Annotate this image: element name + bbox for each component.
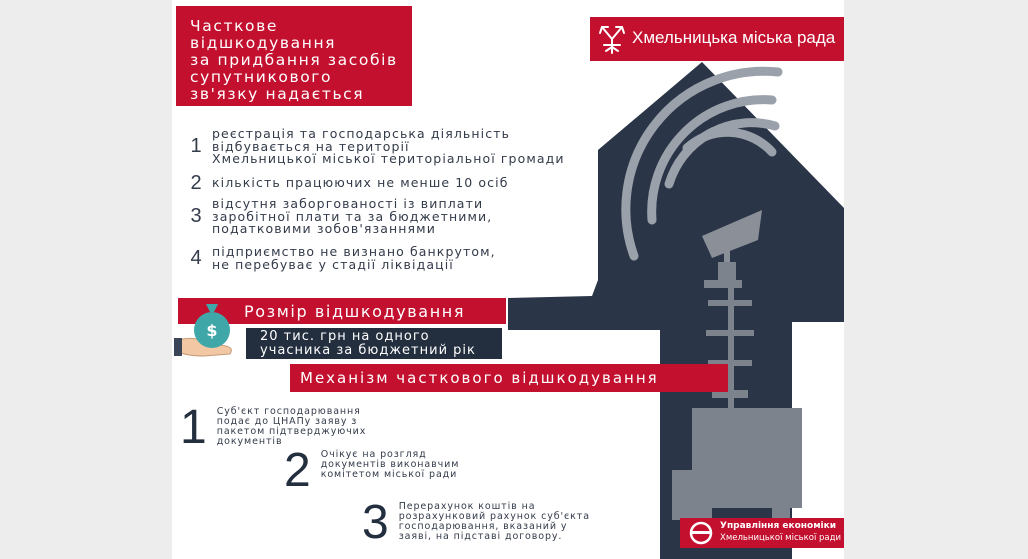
- mechanism-heading-text: Механізм часткового відшкодування: [300, 369, 659, 387]
- right-margin: [844, 0, 1028, 559]
- condition-number: 4: [190, 247, 202, 269]
- department-subtitle: Хмельницької міської ради: [720, 533, 842, 543]
- city-council-logo: [590, 17, 844, 61]
- step-text: Очікує на розгляд документів виконавчим комітетом міської ради: [320, 449, 460, 480]
- department-name: Управління економіки: [720, 521, 837, 531]
- step-number: 2: [284, 444, 311, 497]
- money-bag-hand-icon: [174, 290, 250, 366]
- condition-item: [182, 198, 492, 236]
- condition-item: [182, 128, 565, 166]
- step-number: 1: [180, 401, 207, 454]
- dollar-sign: $: [206, 321, 218, 340]
- step-item: [180, 401, 367, 454]
- left-margin: [0, 0, 172, 559]
- step-item: [362, 496, 590, 549]
- compensation-size-label: Розмір відшкодування: [244, 302, 466, 321]
- condition-number: 2: [190, 172, 202, 194]
- condition-text: реєстрація та господарська діяльність відбувається на території Хмельницької міської територіальної громади: [212, 126, 565, 166]
- title-banner: [176, 6, 412, 120]
- mechanism-heading: [290, 364, 728, 392]
- step-item: [284, 444, 460, 497]
- logo-text: Хмельницька міська рада: [632, 28, 836, 47]
- condition-item: [182, 172, 509, 195]
- condition-number: 3: [190, 205, 202, 228]
- step-text: Суб'єкт господарювання подає до ЦНАПу заяву з пакетом підтверджуючих документів: [216, 406, 367, 447]
- condition-text: підприємство не визнано банкрутом, не перебуває у стадії ліквідації: [212, 244, 496, 272]
- coat-of-arms-icon: [594, 21, 630, 57]
- department-logo: [680, 518, 844, 548]
- condition-item: [182, 246, 496, 271]
- condition-text: відсутня заборгованості із виплати заробітної плати та за бюджетними, податковими зобов'язаннями: [212, 196, 493, 236]
- condition-number: 1: [190, 135, 202, 158]
- page-title: Часткове відшкодування за придбання засобів супутникового зв'язку надається якщо:: [190, 17, 398, 120]
- compensation-amount-text: 20 тис. грн на одного учасника за бюджетний рік: [260, 329, 476, 358]
- step-number: 3: [362, 496, 389, 549]
- condition-text: кількість працюючих не менше 10 осіб: [212, 175, 509, 191]
- infographic-poster: [172, 0, 844, 559]
- economics-department-icon: [686, 520, 716, 546]
- step-text: Перерахунок коштів на розрахунковий рахунок суб'єкта господарювання, вказаний у заяві, на підставі договору.: [398, 501, 590, 542]
- compensation-amount: [246, 328, 502, 359]
